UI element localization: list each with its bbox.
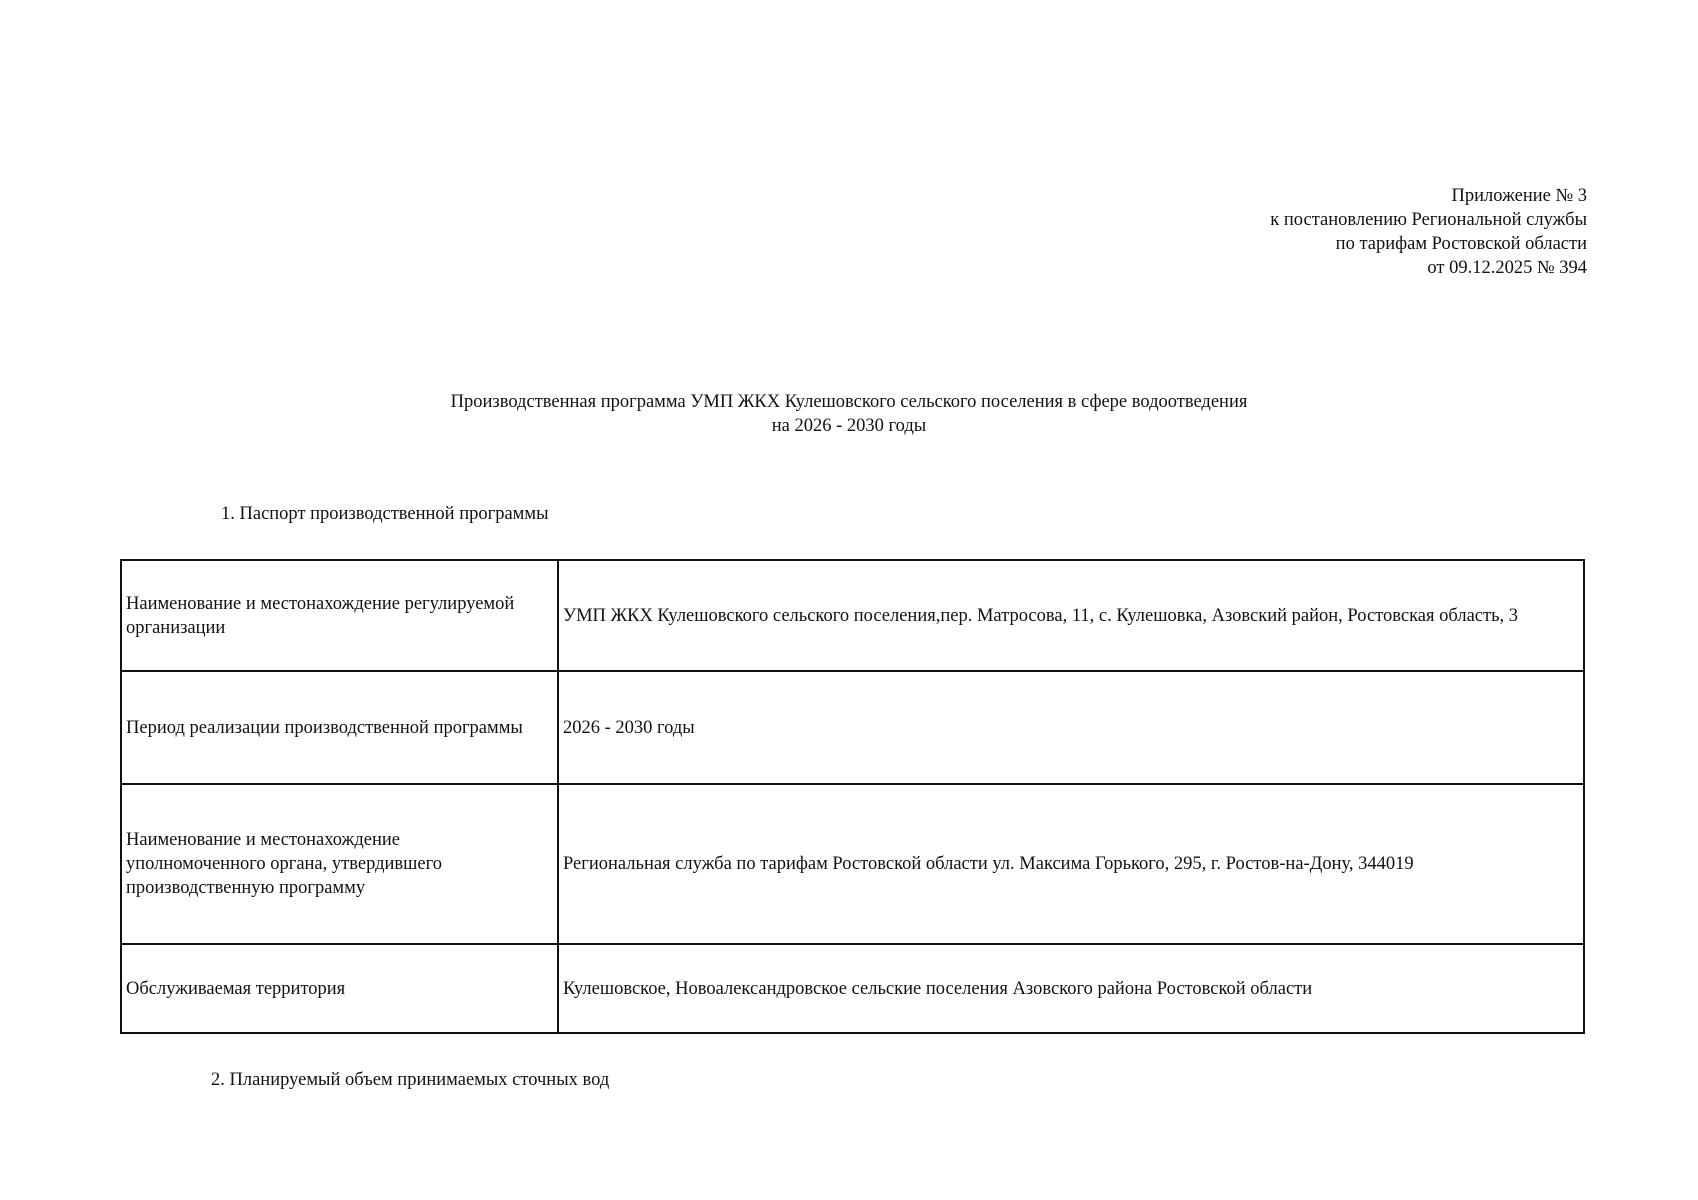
document-title bbox=[0, 390, 1698, 438]
document-title-line-2: на 2026 - 2030 годы bbox=[771, 416, 927, 436]
appendix-header bbox=[1270, 184, 1587, 280]
row-label-authority: Наименование и местонахождение уполномоченного органа, утвердившего производственную программу bbox=[121, 784, 558, 944]
section-2-heading: 2. Планируемый объем принимаемых сточных вод bbox=[211, 1070, 610, 1090]
row-value-authority: Региональная служба по тарифам Ростовской области ул. Максима Горького, 295, г. Ростов-на-Дону, 344019 bbox=[558, 784, 1584, 944]
appendix-resolution-ref: к постановлению Региональной службы bbox=[1270, 210, 1587, 230]
appendix-authority: по тарифам Ростовской области bbox=[1335, 234, 1587, 254]
row-value-period: 2026 - 2030 годы bbox=[558, 671, 1584, 784]
document-title-line-1: Производственная программа УМП ЖКХ Кулешовского сельского поселения в сфере водоотведения bbox=[450, 392, 1248, 412]
table-row bbox=[121, 560, 1584, 671]
row-label-period: Период реализации производственной программы bbox=[121, 671, 558, 784]
appendix-date-number: от 09.12.2025 № 394 bbox=[1427, 258, 1587, 278]
section-1-heading: 1. Паспорт производственной программы bbox=[221, 504, 549, 524]
passport-table bbox=[120, 559, 1585, 1034]
row-label-organization: Наименование и местонахождение регулируемой организации bbox=[121, 560, 558, 671]
row-label-territory: Обслуживаемая территория bbox=[121, 944, 558, 1033]
row-value-organization: УМП ЖКХ Кулешовского сельского поселения,пер. Матросова, 11, с. Кулешовка, Азовский район, Ростовская область, 3 bbox=[558, 560, 1584, 671]
row-value-territory: Кулешовское, Новоалександровское сельские поселения Азовского района Ростовской области bbox=[558, 944, 1584, 1033]
table-row bbox=[121, 784, 1584, 944]
appendix-number: Приложение № 3 bbox=[1451, 186, 1587, 206]
table-row bbox=[121, 944, 1584, 1033]
table-row bbox=[121, 671, 1584, 784]
